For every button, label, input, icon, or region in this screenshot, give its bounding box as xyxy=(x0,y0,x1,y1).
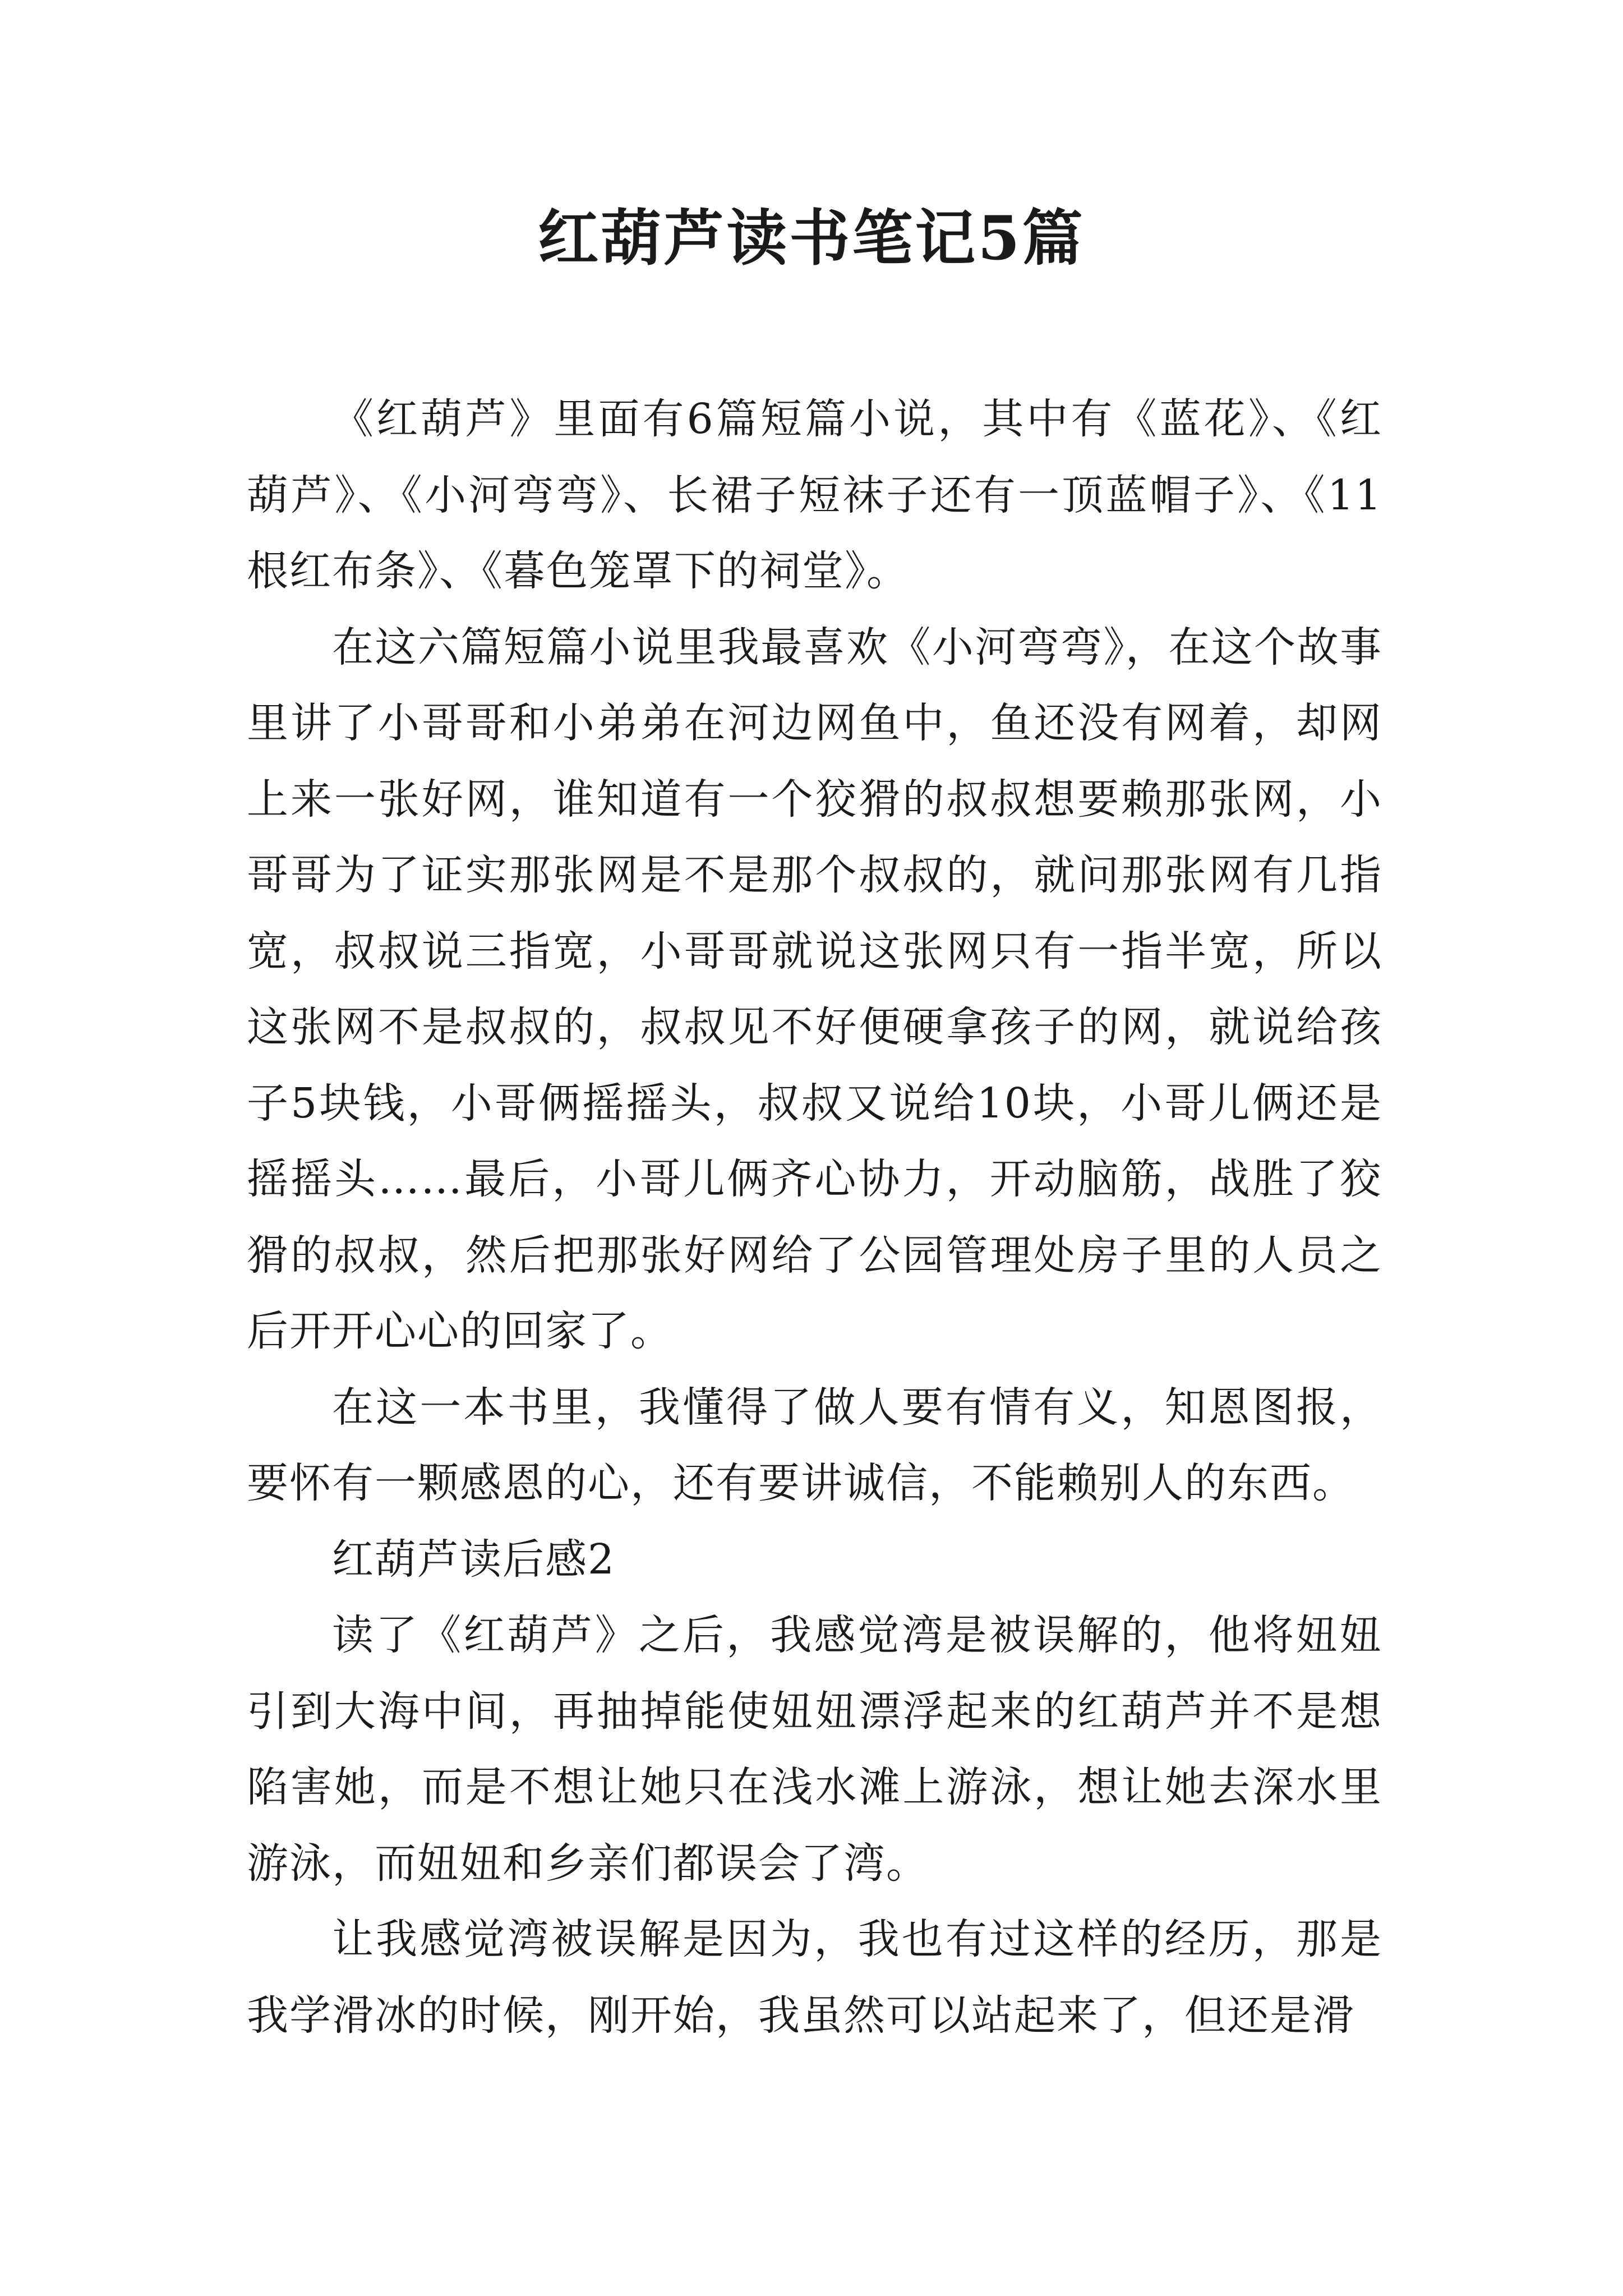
paragraph: 在这六篇短篇小说里我最喜欢《小河弯弯》，在这个故事里讲了小哥哥和小弟弟在河边网鱼中，鱼还没有网着，却网上来一张好网，谁知道有一个狡猾的叔叔想要赖那张网，小哥哥为了证实那张网是不是那个叔叔的，就问那张网有几指宽，叔叔说三指宽，小哥哥就说这张网只有一指半宽，所以这张网不是叔叔的，叔叔见不好便硬拿孩子的网，就说给孩子5块钱，小哥俩摇摇头，叔叔又说给10块，小哥儿俩还是摇摇头……最后，小哥儿俩齐心协力，开动脑筋，战胜了狡猾的叔叔，然后把那张好网给了公园管理处房子里的人员之后开开心心的回家了。 xyxy=(247,623,1382,1355)
document-title: 红葫芦读书笔记5篇 xyxy=(538,203,1085,274)
paragraph: 读了《红葫芦》之后，我感觉湾是被误解的，他将妞妞引到大海中间，再抽掉能使妞妞漂浮起来的红葫芦并不是想陷害她，而是不想让她只在浅水滩上游泳，想让她去深水里游泳，而妞妞和乡亲们都误会了湾。 xyxy=(247,1611,1382,1888)
paragraph: 让我感觉湾被误解是因为，我也有过这样的经历，那是我学滑冰的时候，刚开始，我虽然可以站起来了，但还是滑 xyxy=(247,1915,1382,2040)
paragraph: 在这一本书里，我懂得了做人要有情有义，知恩图报，要怀有一颗感恩的心，还有要讲诚信，不能赖别人的东西。 xyxy=(247,1383,1382,1507)
document-body xyxy=(247,381,1382,2054)
section-heading: 红葫芦读后感2 xyxy=(332,1535,616,1584)
paragraph: 《红葫芦》里面有6篇短篇小说，其中有《蓝花》、《红葫芦》、《小河弯弯》、长裙子短袜子还有一顶蓝帽子》、《11根红布条》、《暮色笼罩下的祠堂》。 xyxy=(247,395,1382,595)
